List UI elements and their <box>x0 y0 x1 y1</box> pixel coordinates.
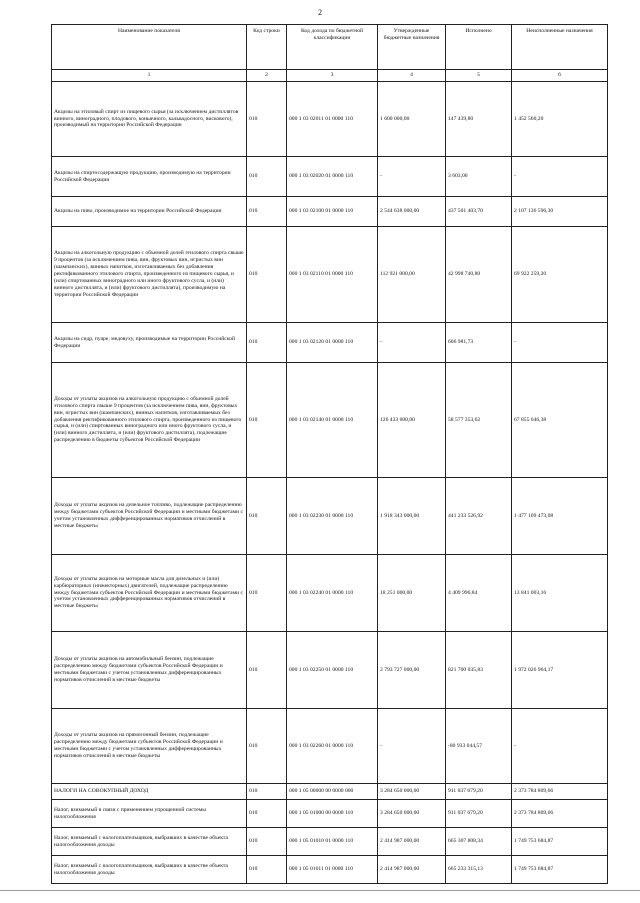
row-executed-amount: 911 037 679,20 <box>446 800 512 828</box>
row-executed-amount: 42 998 740,80 <box>446 227 512 323</box>
row-executed-amount: 821 700 035,83 <box>446 632 512 709</box>
table-row <box>52 800 608 828</box>
table-row <box>52 157 608 197</box>
row-executed-amount: 911 037 679,20 <box>446 784 512 800</box>
row-remaining-amount: 1 749 753 684,87 <box>512 828 608 856</box>
row-budget-code: 000 1 03 02100 01 0000 110 <box>287 197 378 227</box>
header-budget-code: Код дохода по бюджетной классификации <box>287 25 378 70</box>
row-indicator-name: Налог, взимаемый с налогоплательщиков, выбравших в качестве объекта налогообложения доходы <box>52 856 247 884</box>
col-number: 3 <box>287 70 378 82</box>
col-number: 1 <box>52 70 247 82</box>
row-line-code: 010 <box>247 828 287 856</box>
row-remaining-amount: 2 373 784 809,66 <box>512 784 608 800</box>
row-approved-amount: 1 600 000,00 <box>378 82 446 157</box>
header-line-code: Код строки <box>247 25 287 70</box>
row-budget-code: 000 1 05 01000 00 0000 110 <box>287 800 378 828</box>
row-remaining-amount: 1 749 753 684,87 <box>512 856 608 884</box>
row-budget-code: 000 1 03 02140 01 0000 110 <box>287 363 378 478</box>
row-approved-amount: - <box>378 709 446 784</box>
row-budget-code: 000 1 03 02230 01 0000 110 <box>287 478 378 555</box>
col-number: 2 <box>247 70 287 82</box>
row-indicator-name: Налог, взимаемый в связи с применением упрощенной системы налогообложения <box>52 800 247 828</box>
table-row <box>52 323 608 363</box>
table-row <box>52 632 608 709</box>
table-row <box>52 82 608 157</box>
row-line-code: 010 <box>247 632 287 709</box>
row-executed-amount: 3 603,00 <box>446 157 512 197</box>
row-budget-code: 000 1 03 02110 01 0000 110 <box>287 227 378 323</box>
col-number: 5 <box>446 70 512 82</box>
row-line-code: 010 <box>247 82 287 157</box>
row-approved-amount: 2 544 638 000,00 <box>378 197 446 227</box>
col-number: 6 <box>512 70 608 82</box>
row-budget-code: 000 1 03 02240 01 0000 110 <box>287 555 378 632</box>
row-approved-amount: 18 251 000,00 <box>378 555 446 632</box>
row-indicator-name: Доходы от уплаты акцизов на моторные масла для дизельных и (или) карбюраторных (инжекторных) двигателей, подлежащие распределению между бюджетами субъектов Российской Федерации и местными бюджетами с учетом установленных дифференцированных нормативов отчислений в местные бюджеты <box>52 555 247 632</box>
row-budget-code: 000 1 05 01010 01 0000 110 <box>287 828 378 856</box>
table-row <box>52 227 608 323</box>
row-budget-code: 000 1 03 02250 01 0000 110 <box>287 632 378 709</box>
row-executed-amount: 606 981,73 <box>446 323 512 363</box>
row-executed-amount: 147 439,80 <box>446 82 512 157</box>
row-line-code: 010 <box>247 784 287 800</box>
row-approved-amount: 112 921 000,00 <box>378 227 446 323</box>
row-approved-amount: 1 918 343 000,00 <box>378 478 446 555</box>
row-indicator-name: НАЛОГИ НА СОВОКУПНЫЙ ДОХОД <box>52 784 247 800</box>
row-indicator-name: Акцизы на сидр, пуаре, медовуху, производимые на территории Российской Федерации <box>52 323 247 363</box>
row-line-code: 010 <box>247 856 287 884</box>
row-executed-amount: 665 307 808,34 <box>446 828 512 856</box>
row-indicator-name: Доходы от уплаты акцизов на дизельное топливо, подлежащие распределению между бюджетами субъектов Российской Федерации и местными бюджетами с учетом установленных дифференцированных нормативов отчислений в местные бюджеты <box>52 478 247 555</box>
row-remaining-amount: 1 452 560,20 <box>512 82 608 157</box>
row-approved-amount: 2 414 987 000,00 <box>378 828 446 856</box>
row-indicator-name: Налог, взимаемый с налогоплательщиков, выбравших в качестве объекта налогообложения доходы <box>52 828 247 856</box>
row-executed-amount: 441 233 526,92 <box>446 478 512 555</box>
row-indicator-name: Доходы от уплаты акцизов на алкогольную продукцию с объемной долей этилового спирта свыше 9 процентов (за исключением пива, вин, фруктовых вин, игристых вин (шампанских), винных напитков, изготавливаемых без добавления ректификованного этилового спирта, произведенного из пищевого сырья, и (или) спиртованных виноградного или иного фруктового сусла, и (или) винного дистиллята, и (или) фруктового дистиллята), подлежащие распределению в бюджеты субъектов Российской Федерации <box>52 363 247 478</box>
row-budget-code: 000 1 05 00000 00 0000 000 <box>287 784 378 800</box>
row-line-code: 010 <box>247 157 287 197</box>
table-row <box>52 828 608 856</box>
row-remaining-amount: 1 477 109 473,08 <box>512 478 608 555</box>
page-bottom-rule <box>0 890 640 891</box>
column-number-row <box>52 70 608 82</box>
row-indicator-name: Акцизы на пиво, производимое на территории Российской Федерации <box>52 197 247 227</box>
table-row <box>52 555 608 632</box>
header-indicator-name: Наименование показателя <box>52 25 247 70</box>
table-row <box>52 363 608 478</box>
row-indicator-name: Доходы от уплаты акцизов на прямогонный бензин, подлежащие распределению между бюджетами субъектов Российской Федерации и местными бюджетами с учетом установленных дифференцированных нормативов отчислений в местные бюджеты <box>52 709 247 784</box>
col-number: 4 <box>378 70 446 82</box>
row-budget-code: 000 1 03 02011 01 0000 110 <box>287 82 378 157</box>
row-executed-amount: 58 577 353,62 <box>446 363 512 478</box>
row-indicator-name: Акцизы на этиловый спирт из пищевого сырья (за исключением дистиллятов винного, виноградного, плодового, коньячного, кальвадосного, вискового), производимый на территории Российской Федерации <box>52 82 247 157</box>
row-approved-amount: 2 793 727 000,00 <box>378 632 446 709</box>
row-approved-amount: - <box>378 157 446 197</box>
row-line-code: 010 <box>247 555 287 632</box>
table-row <box>52 197 608 227</box>
row-executed-amount: 437 501 403,70 <box>446 197 512 227</box>
row-budget-code: 000 1 03 02260 01 0000 110 <box>287 709 378 784</box>
row-approved-amount: 2 414 987 000,00 <box>378 856 446 884</box>
table-row <box>52 784 608 800</box>
row-budget-code: 000 1 03 02020 01 0000 110 <box>287 157 378 197</box>
page-number: 2 <box>318 8 322 17</box>
row-remaining-amount: 69 922 259,20 <box>512 227 608 323</box>
row-line-code: 010 <box>247 709 287 784</box>
row-approved-amount: 3 284 650 000,00 <box>378 800 446 828</box>
row-executed-amount: 4 409 996,84 <box>446 555 512 632</box>
row-remaining-amount: 13 841 003,16 <box>512 555 608 632</box>
row-executed-amount: 665 233 315,13 <box>446 856 512 884</box>
row-remaining-amount: 1 972 026 964,17 <box>512 632 608 709</box>
row-indicator-name: Акцизы на спиртосодержащую продукцию, производимую на территории Российской Федерации <box>52 157 247 197</box>
row-executed-amount: -80 933 044,57 <box>446 709 512 784</box>
row-remaining-amount: 67 855 646,38 <box>512 363 608 478</box>
row-approved-amount: 3 284 650 000,00 <box>378 784 446 800</box>
row-remaining-amount: 2 373 784 809,66 <box>512 800 608 828</box>
row-line-code: 010 <box>247 363 287 478</box>
row-approved-amount: - <box>378 323 446 363</box>
header-remaining: Неисполненные назначения <box>512 25 608 70</box>
row-remaining-amount: 2 107 136 596,30 <box>512 197 608 227</box>
row-line-code: 010 <box>247 227 287 323</box>
row-line-code: 010 <box>247 323 287 363</box>
row-remaining-amount: - <box>512 709 608 784</box>
header-approved: Утвержденные бюджетные назначения <box>378 25 446 70</box>
row-budget-code: 000 1 03 02120 01 0000 110 <box>287 323 378 363</box>
row-remaining-amount: - <box>512 157 608 197</box>
row-indicator-name: Акцизы на алкогольную продукцию с объемной долей этилового спирта свыше 9 процентов (за исключением пива, вин, фруктовых вин, игристых вин (шампанских), винных напитков, изготавливаемых без добавления ректификованного этилового спирта, произведенного из пищевого сырья, и (или) спиртованных виноградного или иного фруктового сусла, и (или) винного дистиллята, и (или) фруктового дистиллята), производимую на территории Российской Федерации <box>52 227 247 323</box>
row-line-code: 010 <box>247 800 287 828</box>
table-row <box>52 709 608 784</box>
row-budget-code: 000 1 05 01011 01 0000 110 <box>287 856 378 884</box>
table-row <box>52 478 608 555</box>
row-indicator-name: Доходы от уплаты акцизов на автомобильный бензин, подлежащие распределению между бюджетами субъектов Российской Федерации и местными бюджетами с учетом установленных дифференцированных нормативов отчислений в местные бюджеты <box>52 632 247 709</box>
row-line-code: 010 <box>247 197 287 227</box>
row-remaining-amount: - <box>512 323 608 363</box>
row-line-code: 010 <box>247 478 287 555</box>
revenue-report-table <box>51 24 608 884</box>
header-row <box>52 25 608 70</box>
table-row <box>52 856 608 884</box>
header-executed: Исполнено <box>446 25 512 70</box>
row-approved-amount: 126 433 000,00 <box>378 363 446 478</box>
